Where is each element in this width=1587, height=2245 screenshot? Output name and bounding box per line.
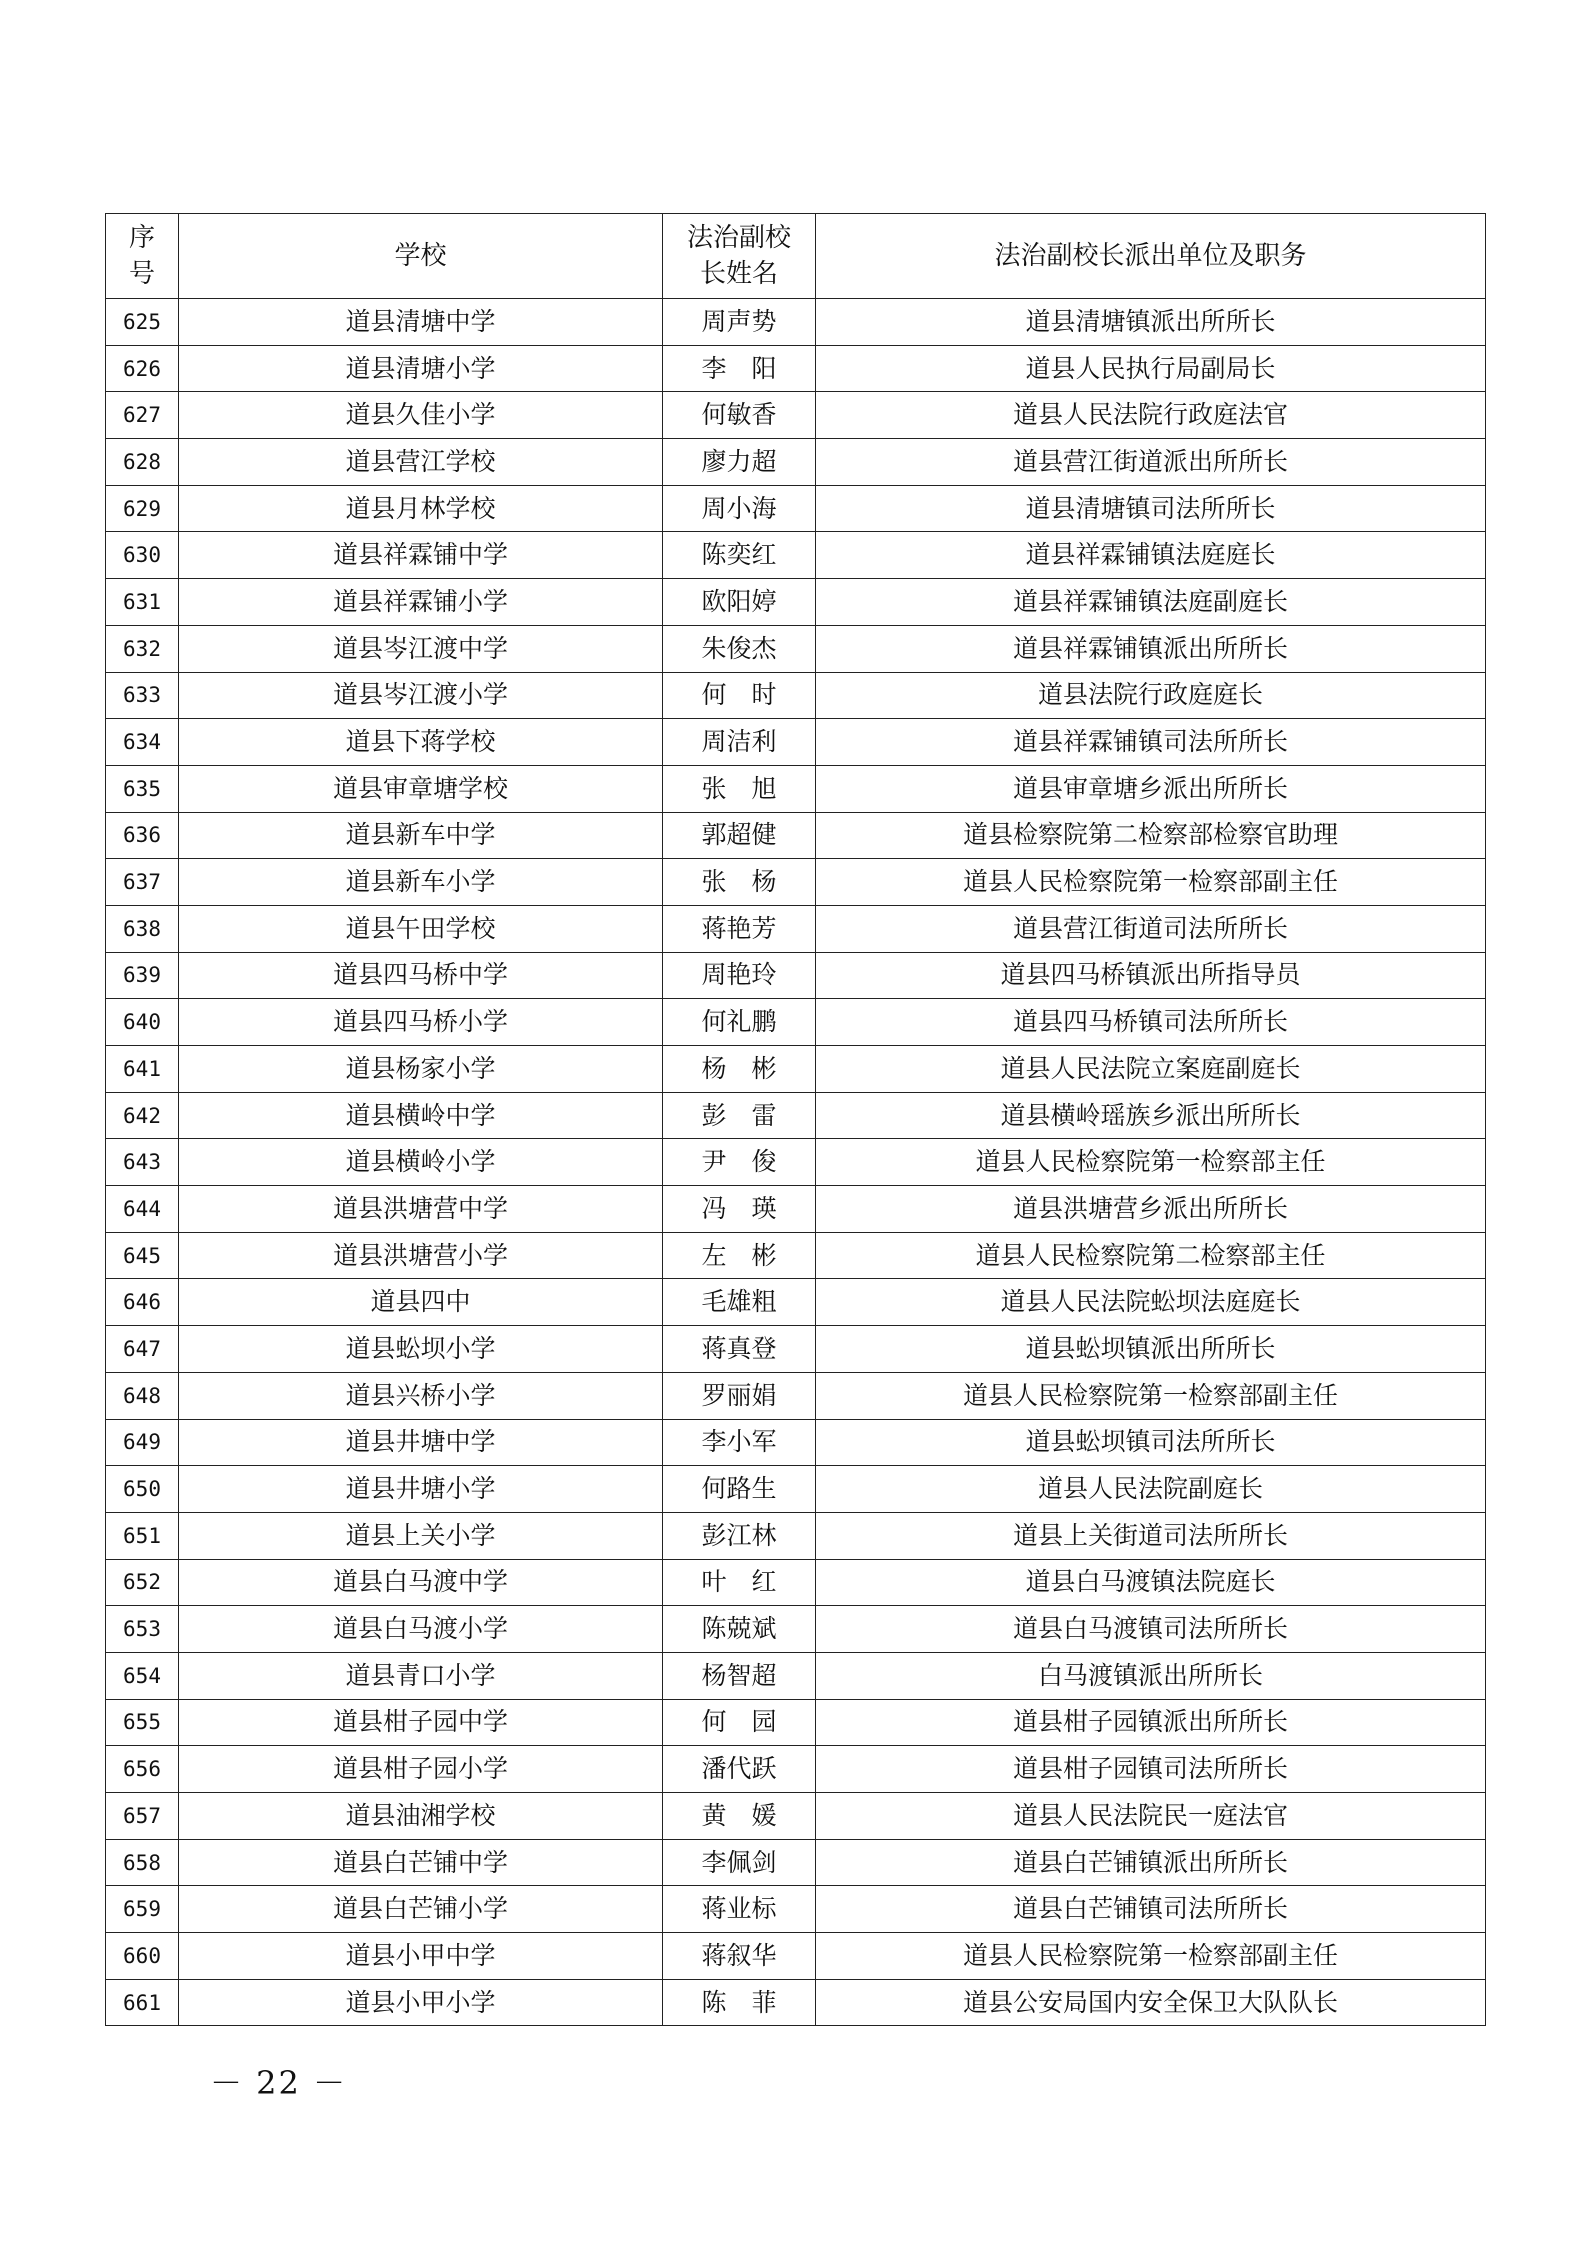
cell-serial-number: 661 bbox=[106, 1979, 179, 2026]
cell-serial-number: 625 bbox=[106, 299, 179, 346]
cell-school: 道县久佳小学 bbox=[179, 392, 663, 439]
cell-school: 道县岑江渡小学 bbox=[179, 672, 663, 719]
table-row bbox=[106, 765, 1486, 812]
cell-dispatch-unit: 道县横岭瑶族乡派出所所长 bbox=[816, 1092, 1486, 1139]
cell-school: 道县白马渡小学 bbox=[179, 1606, 663, 1653]
cell-dispatch-unit: 道县洪塘营乡派出所所长 bbox=[816, 1186, 1486, 1233]
cell-serial-number: 649 bbox=[106, 1419, 179, 1466]
cell-vice-principal-name: 杨智超 bbox=[663, 1652, 816, 1699]
cell-dispatch-unit: 道县人民法院蚣坝法庭庭长 bbox=[816, 1279, 1486, 1326]
cell-dispatch-unit: 道县柑子园镇司法所所长 bbox=[816, 1746, 1486, 1793]
cell-dispatch-unit: 道县检察院第二检察部检察官助理 bbox=[816, 812, 1486, 859]
cell-school: 道县白芒铺小学 bbox=[179, 1886, 663, 1933]
cell-dispatch-unit: 道县营江街道派出所所长 bbox=[816, 439, 1486, 486]
table-row bbox=[106, 1186, 1486, 1233]
cell-serial-number: 629 bbox=[106, 485, 179, 532]
cell-serial-number: 637 bbox=[106, 859, 179, 906]
cell-serial-number: 627 bbox=[106, 392, 179, 439]
cell-serial-number: 646 bbox=[106, 1279, 179, 1326]
cell-vice-principal-name: 李 阳 bbox=[663, 345, 816, 392]
cell-vice-principal-name: 周小海 bbox=[663, 485, 816, 532]
cell-vice-principal-name: 廖力超 bbox=[663, 439, 816, 486]
cell-dispatch-unit: 道县审章塘乡派出所所长 bbox=[816, 765, 1486, 812]
cell-dispatch-unit: 道县人民法院民一庭法官 bbox=[816, 1793, 1486, 1840]
cell-dispatch-unit: 道县祥霖铺镇法庭庭长 bbox=[816, 532, 1486, 579]
cell-vice-principal-name: 何敏香 bbox=[663, 392, 816, 439]
cell-school: 道县横岭中学 bbox=[179, 1092, 663, 1139]
header-dispatch-unit: 法治副校长派出单位及职务 bbox=[816, 214, 1486, 299]
cell-dispatch-unit: 道县清塘镇派出所所长 bbox=[816, 299, 1486, 346]
cell-school: 道县祥霖铺中学 bbox=[179, 532, 663, 579]
cell-school: 道县审章塘学校 bbox=[179, 765, 663, 812]
cell-vice-principal-name: 叶 红 bbox=[663, 1559, 816, 1606]
table-row bbox=[106, 439, 1486, 486]
cell-dispatch-unit: 道县清塘镇司法所所长 bbox=[816, 485, 1486, 532]
cell-vice-principal-name: 潘代跃 bbox=[663, 1746, 816, 1793]
cell-serial-number: 652 bbox=[106, 1559, 179, 1606]
cell-dispatch-unit: 道县上关街道司法所所长 bbox=[816, 1512, 1486, 1559]
cell-serial-number: 650 bbox=[106, 1466, 179, 1513]
cell-vice-principal-name: 彭江林 bbox=[663, 1512, 816, 1559]
cell-school: 道县四马桥中学 bbox=[179, 952, 663, 999]
cell-serial-number: 659 bbox=[106, 1886, 179, 1933]
cell-dispatch-unit: 道县白芒铺镇司法所所长 bbox=[816, 1886, 1486, 1933]
cell-school: 道县祥霖铺小学 bbox=[179, 579, 663, 626]
header-row bbox=[106, 214, 1486, 299]
cell-vice-principal-name: 朱俊杰 bbox=[663, 625, 816, 672]
header-school: 学校 bbox=[179, 214, 663, 299]
page-number: － 22 － bbox=[210, 2064, 348, 2102]
cell-serial-number: 628 bbox=[106, 439, 179, 486]
table-row bbox=[106, 1139, 1486, 1186]
cell-school: 道县新车中学 bbox=[179, 812, 663, 859]
cell-vice-principal-name: 陈奕红 bbox=[663, 532, 816, 579]
cell-school: 道县杨家小学 bbox=[179, 1046, 663, 1093]
cell-vice-principal-name: 何 时 bbox=[663, 672, 816, 719]
cell-serial-number: 645 bbox=[106, 1232, 179, 1279]
cell-serial-number: 651 bbox=[106, 1512, 179, 1559]
cell-vice-principal-name: 陈 菲 bbox=[663, 1979, 816, 2026]
cell-dispatch-unit: 道县法院行政庭庭长 bbox=[816, 672, 1486, 719]
cell-dispatch-unit: 道县四马桥镇司法所所长 bbox=[816, 999, 1486, 1046]
cell-dispatch-unit: 道县公安局国内安全保卫大队队长 bbox=[816, 1979, 1486, 2026]
cell-serial-number: 639 bbox=[106, 952, 179, 999]
cell-serial-number: 656 bbox=[106, 1746, 179, 1793]
cell-serial-number: 632 bbox=[106, 625, 179, 672]
cell-serial-number: 643 bbox=[106, 1139, 179, 1186]
cell-vice-principal-name: 彭 雷 bbox=[663, 1092, 816, 1139]
cell-vice-principal-name: 郭超健 bbox=[663, 812, 816, 859]
table-row bbox=[106, 392, 1486, 439]
cell-vice-principal-name: 张 旭 bbox=[663, 765, 816, 812]
cell-serial-number: 642 bbox=[106, 1092, 179, 1139]
cell-school: 道县油湘学校 bbox=[179, 1793, 663, 1840]
cell-serial-number: 648 bbox=[106, 1372, 179, 1419]
cell-vice-principal-name: 何 园 bbox=[663, 1699, 816, 1746]
table-row bbox=[106, 1839, 1486, 1886]
cell-dispatch-unit: 道县白芒铺镇派出所所长 bbox=[816, 1839, 1486, 1886]
table-row bbox=[106, 625, 1486, 672]
cell-school: 道县清塘小学 bbox=[179, 345, 663, 392]
table-row bbox=[106, 1372, 1486, 1419]
cell-serial-number: 658 bbox=[106, 1839, 179, 1886]
table-row bbox=[106, 1933, 1486, 1980]
cell-serial-number: 638 bbox=[106, 905, 179, 952]
cell-school: 道县清塘中学 bbox=[179, 299, 663, 346]
cell-school: 道县下蒋学校 bbox=[179, 719, 663, 766]
cell-dispatch-unit: 道县人民检察院第一检察部副主任 bbox=[816, 859, 1486, 906]
table-row bbox=[106, 999, 1486, 1046]
cell-vice-principal-name: 黄 媛 bbox=[663, 1793, 816, 1840]
cell-serial-number: 647 bbox=[106, 1326, 179, 1373]
header-serial-line1: 序 bbox=[128, 223, 155, 253]
cell-school: 道县井塘中学 bbox=[179, 1419, 663, 1466]
cell-serial-number: 634 bbox=[106, 719, 179, 766]
cell-dispatch-unit: 道县人民检察院第二检察部主任 bbox=[816, 1232, 1486, 1279]
cell-vice-principal-name: 毛雄粗 bbox=[663, 1279, 816, 1326]
cell-dispatch-unit: 道县祥霖铺镇司法所所长 bbox=[816, 719, 1486, 766]
table-row bbox=[106, 1326, 1486, 1373]
cell-vice-principal-name: 周艳玲 bbox=[663, 952, 816, 999]
table-row bbox=[106, 532, 1486, 579]
cell-serial-number: 660 bbox=[106, 1933, 179, 1980]
cell-school: 道县井塘小学 bbox=[179, 1466, 663, 1513]
cell-vice-principal-name: 蒋业标 bbox=[663, 1886, 816, 1933]
cell-serial-number: 626 bbox=[106, 345, 179, 392]
cell-dispatch-unit: 道县人民执行局副局长 bbox=[816, 345, 1486, 392]
table-row bbox=[106, 1886, 1486, 1933]
cell-serial-number: 640 bbox=[106, 999, 179, 1046]
table-row bbox=[106, 952, 1486, 999]
cell-vice-principal-name: 何路生 bbox=[663, 1466, 816, 1513]
cell-dispatch-unit: 道县人民检察院第一检察部副主任 bbox=[816, 1372, 1486, 1419]
cell-vice-principal-name: 蒋叙华 bbox=[663, 1933, 816, 1980]
cell-dispatch-unit: 道县人民法院副庭长 bbox=[816, 1466, 1486, 1513]
cell-serial-number: 636 bbox=[106, 812, 179, 859]
table-row bbox=[106, 1559, 1486, 1606]
cell-school: 道县青口小学 bbox=[179, 1652, 663, 1699]
cell-school: 道县洪塘营小学 bbox=[179, 1232, 663, 1279]
table-row bbox=[106, 1232, 1486, 1279]
cell-vice-principal-name: 尹 俊 bbox=[663, 1139, 816, 1186]
cell-school: 道县小甲中学 bbox=[179, 1933, 663, 1980]
cell-vice-principal-name: 左 彬 bbox=[663, 1232, 816, 1279]
vice-principal-table bbox=[105, 213, 1486, 2026]
cell-dispatch-unit: 道县白马渡镇司法所所长 bbox=[816, 1606, 1486, 1653]
cell-dispatch-unit: 道县祥霖铺镇派出所所长 bbox=[816, 625, 1486, 672]
header-name-line2: 长姓名 bbox=[699, 259, 778, 289]
cell-school: 道县月林学校 bbox=[179, 485, 663, 532]
cell-dispatch-unit: 白马渡镇派出所所长 bbox=[816, 1652, 1486, 1699]
table-row bbox=[106, 672, 1486, 719]
cell-dispatch-unit: 道县人民检察院第一检察部副主任 bbox=[816, 1933, 1486, 1980]
cell-vice-principal-name: 罗丽娟 bbox=[663, 1372, 816, 1419]
cell-dispatch-unit: 道县蚣坝镇司法所所长 bbox=[816, 1419, 1486, 1466]
table-row bbox=[106, 1419, 1486, 1466]
cell-dispatch-unit: 道县人民法院立案庭副庭长 bbox=[816, 1046, 1486, 1093]
table-row bbox=[106, 812, 1486, 859]
table-row bbox=[106, 345, 1486, 392]
cell-serial-number: 633 bbox=[106, 672, 179, 719]
cell-dispatch-unit: 道县蚣坝镇派出所所长 bbox=[816, 1326, 1486, 1373]
table-row bbox=[106, 1793, 1486, 1840]
cell-dispatch-unit: 道县祥霖铺镇法庭副庭长 bbox=[816, 579, 1486, 626]
table-row bbox=[106, 485, 1486, 532]
table-row bbox=[106, 1512, 1486, 1559]
cell-school: 道县四马桥小学 bbox=[179, 999, 663, 1046]
cell-serial-number: 635 bbox=[106, 765, 179, 812]
table-row bbox=[106, 905, 1486, 952]
cell-school: 道县横岭小学 bbox=[179, 1139, 663, 1186]
table-row bbox=[106, 859, 1486, 906]
cell-serial-number: 653 bbox=[106, 1606, 179, 1653]
cell-school: 道县四中 bbox=[179, 1279, 663, 1326]
cell-vice-principal-name: 周洁利 bbox=[663, 719, 816, 766]
cell-vice-principal-name: 张 杨 bbox=[663, 859, 816, 906]
table-row bbox=[106, 1699, 1486, 1746]
cell-school: 道县柑子园小学 bbox=[179, 1746, 663, 1793]
cell-vice-principal-name: 李小军 bbox=[663, 1419, 816, 1466]
cell-vice-principal-name: 杨 彬 bbox=[663, 1046, 816, 1093]
cell-school: 道县洪塘营中学 bbox=[179, 1186, 663, 1233]
cell-dispatch-unit: 道县营江街道司法所所长 bbox=[816, 905, 1486, 952]
cell-serial-number: 644 bbox=[106, 1186, 179, 1233]
header-serial-number bbox=[106, 214, 179, 299]
table-row bbox=[106, 1279, 1486, 1326]
header-name-line1: 法治副校 bbox=[686, 223, 791, 253]
cell-school: 道县小甲小学 bbox=[179, 1979, 663, 2026]
cell-dispatch-unit: 道县四马桥镇派出所指导员 bbox=[816, 952, 1486, 999]
cell-school: 道县柑子园中学 bbox=[179, 1699, 663, 1746]
cell-vice-principal-name: 蒋真登 bbox=[663, 1326, 816, 1373]
table-body bbox=[106, 299, 1486, 2026]
cell-dispatch-unit: 道县白马渡镇法院庭长 bbox=[816, 1559, 1486, 1606]
cell-school: 道县上关小学 bbox=[179, 1512, 663, 1559]
cell-vice-principal-name: 李佩剑 bbox=[663, 1839, 816, 1886]
table-row bbox=[106, 1092, 1486, 1139]
cell-school: 道县岑江渡中学 bbox=[179, 625, 663, 672]
cell-serial-number: 630 bbox=[106, 532, 179, 579]
cell-school: 道县白芒铺中学 bbox=[179, 1839, 663, 1886]
table-row bbox=[106, 1979, 1486, 2026]
cell-vice-principal-name: 蒋艳芳 bbox=[663, 905, 816, 952]
cell-vice-principal-name: 周声势 bbox=[663, 299, 816, 346]
cell-vice-principal-name: 冯 瑛 bbox=[663, 1186, 816, 1233]
table-row bbox=[106, 1046, 1486, 1093]
cell-serial-number: 655 bbox=[106, 1699, 179, 1746]
cell-serial-number: 657 bbox=[106, 1793, 179, 1840]
cell-school: 道县新车小学 bbox=[179, 859, 663, 906]
cell-vice-principal-name: 何礼鹏 bbox=[663, 999, 816, 1046]
cell-vice-principal-name: 欧阳婷 bbox=[663, 579, 816, 626]
header-serial-line2: 号 bbox=[128, 259, 155, 289]
table-row bbox=[106, 579, 1486, 626]
header-vice-principal-name bbox=[663, 214, 816, 299]
table-row bbox=[106, 299, 1486, 346]
table-row bbox=[106, 1746, 1486, 1793]
table-row bbox=[106, 1466, 1486, 1513]
cell-school: 道县白马渡中学 bbox=[179, 1559, 663, 1606]
cell-serial-number: 631 bbox=[106, 579, 179, 626]
cell-dispatch-unit: 道县人民法院行政庭法官 bbox=[816, 392, 1486, 439]
cell-school: 道县午田学校 bbox=[179, 905, 663, 952]
cell-vice-principal-name: 陈兢斌 bbox=[663, 1606, 816, 1653]
cell-school: 道县兴桥小学 bbox=[179, 1372, 663, 1419]
cell-dispatch-unit: 道县柑子园镇派出所所长 bbox=[816, 1699, 1486, 1746]
cell-dispatch-unit: 道县人民检察院第一检察部主任 bbox=[816, 1139, 1486, 1186]
cell-serial-number: 654 bbox=[106, 1652, 179, 1699]
cell-serial-number: 641 bbox=[106, 1046, 179, 1093]
table-row bbox=[106, 1652, 1486, 1699]
table-row bbox=[106, 719, 1486, 766]
table-header bbox=[106, 214, 1486, 299]
table-row bbox=[106, 1606, 1486, 1653]
cell-school: 道县蚣坝小学 bbox=[179, 1326, 663, 1373]
cell-school: 道县营江学校 bbox=[179, 439, 663, 486]
